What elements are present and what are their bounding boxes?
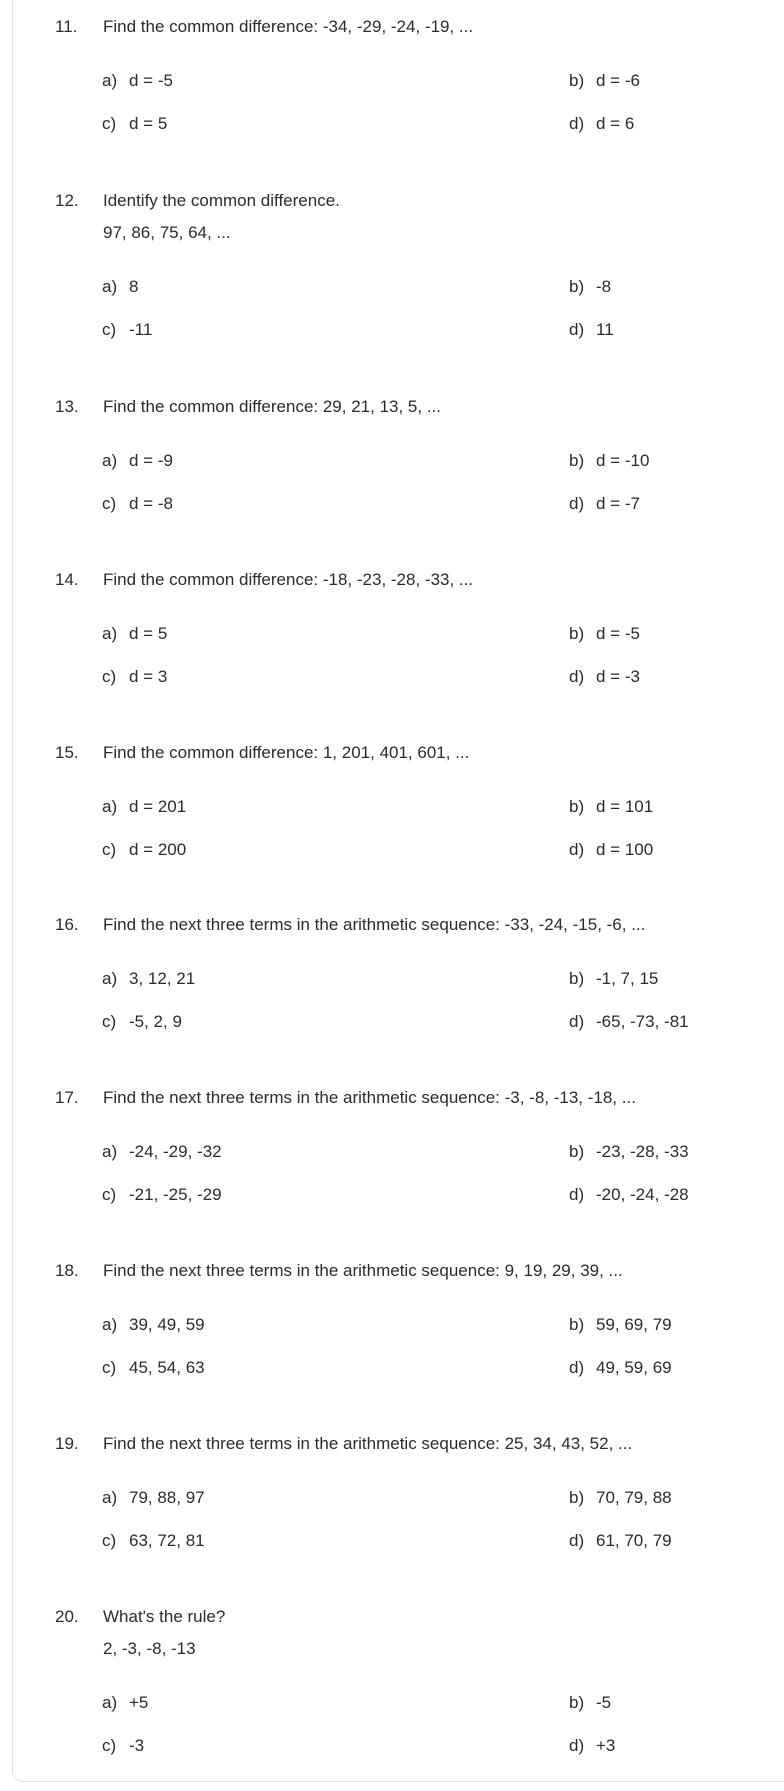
- option-text: 70, 79, 88: [596, 1488, 672, 1507]
- option-b[interactable]: [569, 796, 653, 818]
- option-letter: d): [569, 1185, 585, 1204]
- option-a[interactable]: [102, 70, 173, 92]
- option-letter: d): [569, 1736, 585, 1755]
- option-text: 59, 69, 79: [596, 1315, 672, 1334]
- option-letter: a): [102, 969, 118, 988]
- option-b[interactable]: [569, 968, 658, 990]
- question-number: 12.: [55, 191, 79, 210]
- option-c[interactable]: [102, 319, 152, 341]
- option-letter: d): [569, 1012, 585, 1031]
- worksheet-page: [12, 0, 784, 1782]
- option-c[interactable]: [102, 1735, 144, 1757]
- option-text: +3: [596, 1736, 616, 1755]
- option-letter: c): [102, 1185, 117, 1204]
- option-letter: a): [102, 451, 118, 470]
- option-text: -11: [129, 320, 153, 339]
- option-text: d = -6: [596, 71, 640, 90]
- option-letter: b): [569, 451, 585, 470]
- question-number: 17.: [55, 1088, 79, 1107]
- option-d[interactable]: [569, 1011, 689, 1033]
- option-b[interactable]: [569, 1314, 672, 1336]
- option-c[interactable]: [102, 1184, 222, 1206]
- option-d[interactable]: [569, 1530, 672, 1552]
- option-letter: c): [102, 114, 117, 133]
- option-b[interactable]: [569, 1692, 611, 1714]
- option-letter: d): [569, 494, 585, 513]
- option-text: -20, -24, -28: [596, 1185, 689, 1204]
- option-text: +5: [129, 1693, 149, 1712]
- option-letter: a): [102, 1693, 118, 1712]
- option-letter: a): [102, 1315, 118, 1334]
- option-c[interactable]: [102, 493, 173, 515]
- option-text: 63, 72, 81: [129, 1531, 205, 1550]
- question-text: Find the next three terms in the arithmetic sequence: -33, -24, -15, -6, ...: [103, 915, 646, 934]
- option-text: d = 5: [129, 624, 168, 643]
- option-letter: d): [569, 1531, 585, 1550]
- option-text: -24, -29, -32: [129, 1142, 222, 1161]
- option-b[interactable]: [569, 623, 640, 645]
- option-letter: a): [102, 624, 118, 643]
- option-a[interactable]: [102, 1692, 148, 1714]
- question-number: 14.: [55, 570, 79, 589]
- question-number: 18.: [55, 1261, 79, 1280]
- option-text: -65, -73, -81: [596, 1012, 689, 1031]
- option-letter: a): [102, 277, 118, 296]
- option-a[interactable]: [102, 796, 186, 818]
- option-letter: a): [102, 1488, 118, 1507]
- option-text: d = 6: [596, 114, 635, 133]
- option-letter: b): [569, 71, 585, 90]
- option-letter: a): [102, 797, 118, 816]
- option-text: -23, -28, -33: [596, 1142, 689, 1161]
- question-number: 16.: [55, 915, 79, 934]
- question-text: What's the rule?: [103, 1607, 226, 1626]
- option-b[interactable]: [569, 1487, 672, 1509]
- option-d[interactable]: [569, 493, 640, 515]
- option-letter: b): [569, 969, 585, 988]
- option-text: 3, 12, 21: [129, 969, 196, 988]
- option-letter: d): [569, 840, 585, 859]
- option-d[interactable]: [569, 319, 614, 341]
- option-text: 39, 49, 59: [129, 1315, 205, 1334]
- option-text: -1, 7, 15: [596, 969, 659, 988]
- option-letter: c): [102, 1358, 117, 1377]
- option-letter: c): [102, 1012, 117, 1031]
- option-text: d = -10: [596, 451, 650, 470]
- option-d[interactable]: [569, 1184, 689, 1206]
- question-text: Find the common difference: -18, -23, -28, -33, ...: [103, 570, 474, 589]
- option-a[interactable]: [102, 1141, 222, 1163]
- option-text: -5, 2, 9: [129, 1012, 182, 1031]
- option-d[interactable]: [569, 113, 634, 135]
- option-text: d = -9: [129, 451, 173, 470]
- option-text: d = -3: [596, 667, 640, 686]
- option-text: 61, 70, 79: [596, 1531, 672, 1550]
- option-text: -8: [596, 277, 612, 296]
- option-b[interactable]: [569, 276, 611, 298]
- option-d[interactable]: [569, 839, 653, 861]
- option-text: -5: [596, 1693, 612, 1712]
- question-number: 13.: [55, 397, 79, 416]
- option-a[interactable]: [102, 623, 167, 645]
- option-text: 45, 54, 63: [129, 1358, 205, 1377]
- option-d[interactable]: [569, 1735, 615, 1757]
- option-b[interactable]: [569, 1141, 689, 1163]
- option-d[interactable]: [569, 1357, 672, 1379]
- question-text: Find the common difference: 29, 21, 13, 5, ...: [103, 397, 441, 416]
- option-letter: c): [102, 1531, 117, 1550]
- option-a[interactable]: [102, 1487, 205, 1509]
- option-letter: b): [569, 1693, 585, 1712]
- question-sequence: 97, 86, 75, 64, ...: [103, 223, 231, 242]
- option-letter: b): [569, 797, 585, 816]
- option-text: d = -5: [129, 71, 173, 90]
- option-letter: b): [569, 277, 585, 296]
- option-b[interactable]: [569, 70, 640, 92]
- question-text: Find the common difference: -34, -29, -24, -19, ...: [103, 17, 474, 36]
- option-letter: c): [102, 667, 117, 686]
- option-letter: d): [569, 667, 585, 686]
- question-number: 20.: [55, 1607, 79, 1626]
- option-c[interactable]: [102, 666, 167, 688]
- option-text: d = 101: [596, 797, 654, 816]
- option-letter: c): [102, 320, 117, 339]
- option-text: -21, -25, -29: [129, 1185, 222, 1204]
- option-d[interactable]: [569, 666, 640, 688]
- question-number: 15.: [55, 743, 79, 762]
- option-letter: c): [102, 1736, 117, 1755]
- question-text: Find the next three terms in the arithmetic sequence: 9, 19, 29, 39, ...: [103, 1261, 623, 1280]
- option-c[interactable]: [102, 113, 167, 135]
- option-b[interactable]: [569, 450, 649, 472]
- option-text: -3: [129, 1736, 145, 1755]
- option-text: 79, 88, 97: [129, 1488, 205, 1507]
- question-text: Find the next three terms in the arithmetic sequence: 25, 34, 43, 52, ...: [103, 1434, 633, 1453]
- question-text: Identify the common difference.: [103, 191, 340, 210]
- option-text: 8: [129, 277, 139, 296]
- question-text: Find the common difference: 1, 201, 401, 601, ...: [103, 743, 470, 762]
- question-number: 19.: [55, 1434, 79, 1453]
- option-letter: d): [569, 114, 585, 133]
- option-text: d = -5: [596, 624, 640, 643]
- option-letter: b): [569, 624, 585, 643]
- option-text: 11: [596, 320, 614, 339]
- question-text: Find the next three terms in the arithmetic sequence: -3, -8, -13, -18, ...: [103, 1088, 636, 1107]
- option-letter: d): [569, 1358, 585, 1377]
- option-a[interactable]: [102, 276, 138, 298]
- option-text: d = 5: [129, 114, 168, 133]
- option-text: 49, 59, 69: [596, 1358, 672, 1377]
- option-text: d = 200: [129, 840, 187, 859]
- option-text: d = -7: [596, 494, 640, 513]
- option-a[interactable]: [102, 968, 195, 990]
- option-a[interactable]: [102, 450, 173, 472]
- option-text: d = 201: [129, 797, 187, 816]
- option-letter: a): [102, 1142, 118, 1161]
- option-letter: a): [102, 71, 118, 90]
- option-letter: b): [569, 1315, 585, 1334]
- option-letter: c): [102, 494, 117, 513]
- option-a[interactable]: [102, 1314, 205, 1336]
- question-sequence: 2, -3, -8, -13: [103, 1639, 196, 1658]
- option-c[interactable]: [102, 1011, 182, 1033]
- question-number: 11.: [55, 17, 78, 36]
- option-letter: c): [102, 840, 117, 859]
- option-letter: d): [569, 320, 585, 339]
- option-c[interactable]: [102, 1530, 205, 1552]
- option-c[interactable]: [102, 1357, 205, 1379]
- option-letter: b): [569, 1488, 585, 1507]
- option-c[interactable]: [102, 839, 186, 861]
- option-text: d = 100: [596, 840, 654, 859]
- option-text: d = -8: [129, 494, 173, 513]
- option-letter: b): [569, 1142, 585, 1161]
- option-text: d = 3: [129, 667, 168, 686]
